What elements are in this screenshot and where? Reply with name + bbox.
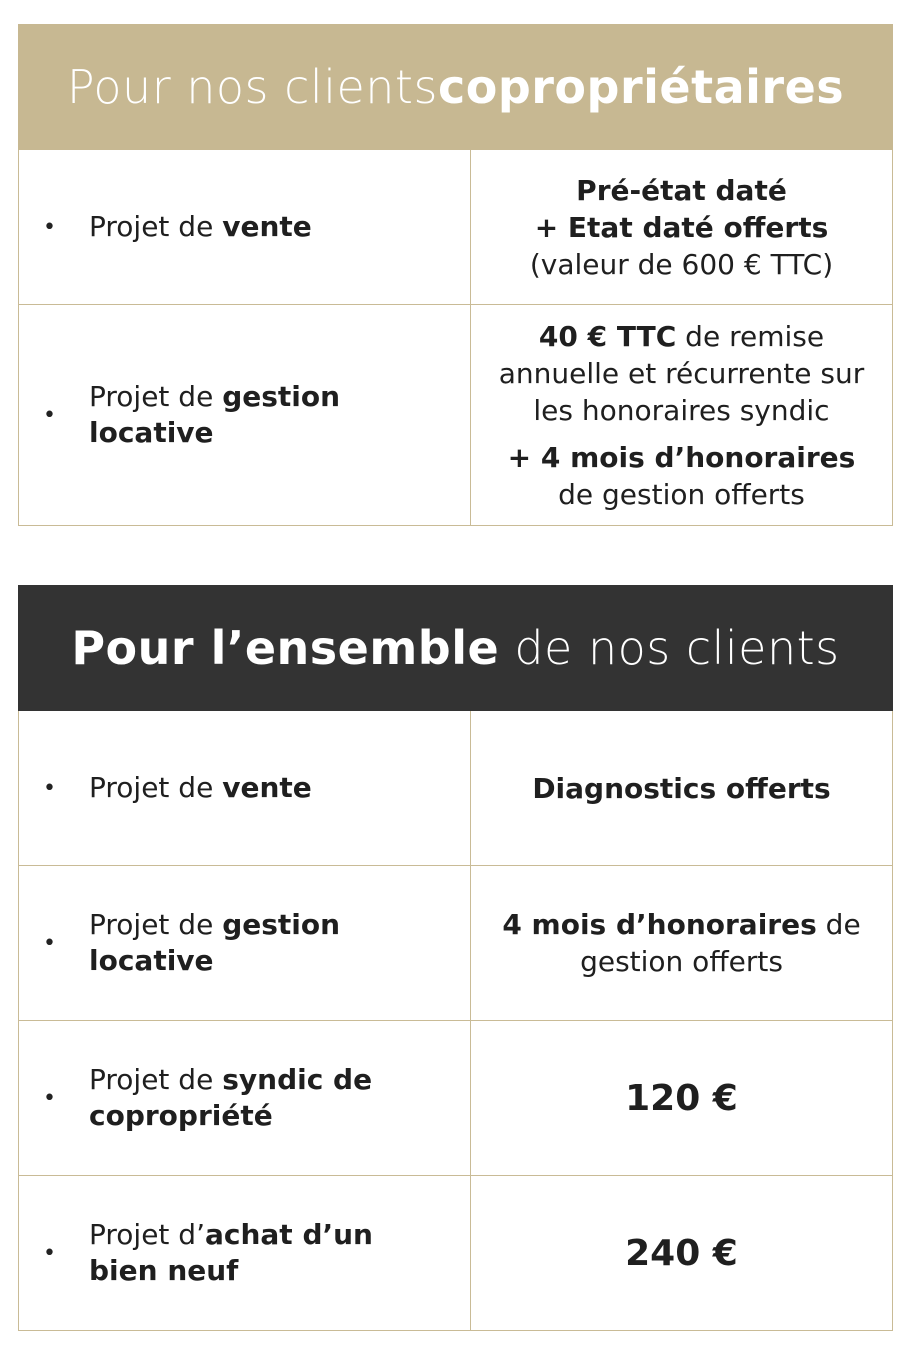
table-row xyxy=(18,1021,893,1176)
value-paragraph: 40 € TTC de remise annuelle et récurrente sur les honoraires syndic xyxy=(498,319,865,427)
coproprietaires-table xyxy=(18,24,893,526)
header-bold-text: copropriétaires xyxy=(437,60,845,114)
row-label-cell xyxy=(19,866,471,1020)
table-row xyxy=(18,150,893,305)
table-row xyxy=(18,866,893,1021)
row-value-cell xyxy=(471,866,892,1020)
ensemble-table xyxy=(18,585,893,1331)
price-value: 240 € xyxy=(625,1232,738,1274)
table-row xyxy=(18,1176,893,1331)
row-value-cell xyxy=(471,1176,892,1330)
row-value-cell xyxy=(471,305,892,525)
row-label: Projet de vente xyxy=(89,210,312,243)
value-text: Diagnostics offerts xyxy=(532,771,831,805)
header-light-text: de nos clients xyxy=(499,621,840,675)
row-label-cell xyxy=(19,150,471,304)
row-label: Projet d’achat d’un bien neuf xyxy=(89,1218,373,1287)
row-label-cell xyxy=(19,1021,471,1175)
value-paragraph: + 4 mois d’honoraires de gestion offerts xyxy=(507,440,856,511)
table-row xyxy=(18,305,893,526)
value-line: Pré-état daté xyxy=(576,173,787,207)
row-label: Projet de syndic de copropriété xyxy=(89,1063,373,1132)
row-label-cell xyxy=(19,1176,471,1330)
table-row xyxy=(18,711,893,866)
row-value-cell xyxy=(471,150,892,304)
header-light-text: Pour nos clients xyxy=(66,60,438,114)
value-line: + Etat daté offerts xyxy=(534,210,829,244)
row-value-cell xyxy=(471,711,892,865)
bullet-icon: • xyxy=(43,402,56,428)
row-label: Projet de gestion locative xyxy=(89,908,341,977)
row-label-cell xyxy=(19,711,471,865)
ensemble-header xyxy=(18,585,893,711)
bullet-icon: • xyxy=(43,1240,56,1266)
bullet-icon: • xyxy=(43,1085,56,1111)
price-value: 120 € xyxy=(625,1077,738,1119)
row-label-cell xyxy=(19,305,471,525)
value-line: (valeur de 600 € TTC) xyxy=(529,247,834,281)
row-value-cell xyxy=(471,1021,892,1175)
bullet-icon: • xyxy=(43,775,56,801)
coproprietaires-header xyxy=(18,24,893,150)
header-bold-text: Pour l’ensemble xyxy=(71,621,500,675)
row-label: Projet de gestion locative xyxy=(89,380,341,449)
bullet-icon: • xyxy=(43,214,56,240)
bullet-icon: • xyxy=(43,930,56,956)
value-paragraph: 4 mois d’honoraires de gestion offerts xyxy=(502,908,861,978)
row-label: Projet de vente xyxy=(89,771,312,804)
